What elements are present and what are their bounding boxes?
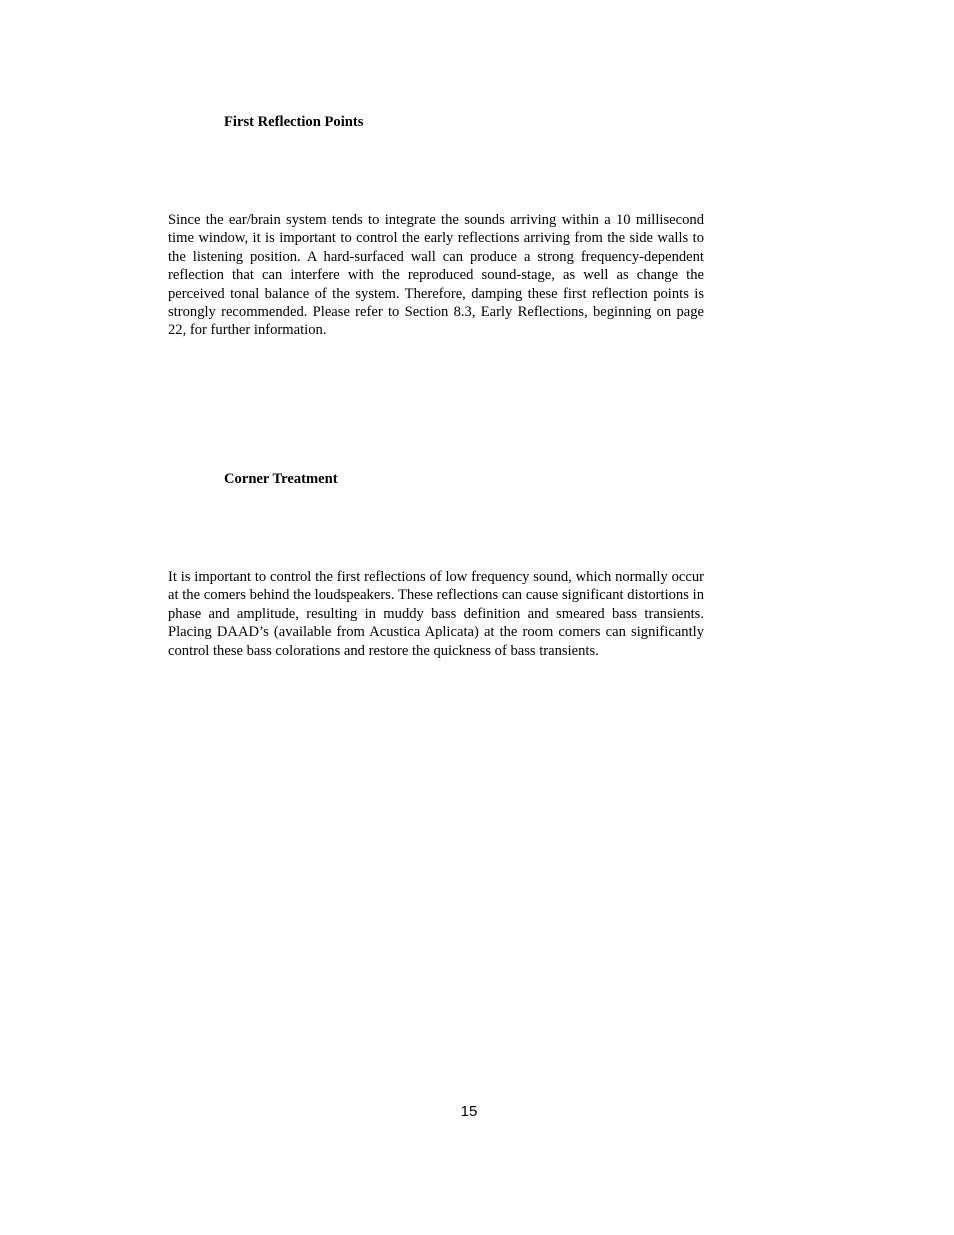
section-heading-first-reflection-points: First Reflection Points [224, 114, 364, 130]
section-heading-corner-treatment: Corner Treatment [224, 471, 338, 487]
page-number: 15 [460, 1103, 478, 1120]
section-body-corner-treatment: It is important to control the first reflections of low frequency sound, which normally occur at the comers behind the loudspeakers. These reflections can cause significant distortions in phase and amplitude, resulting in muddy bass definition and smeared bass transients. Placing DAAD’s (available from Acustica Aplicata) at the room comers can significantly control these bass colorations and restore the quickness of bass transients. [168, 569, 704, 659]
section-body-first-reflection-points: Since the ear/brain system tends to integrate the sounds arriving within a 10 millisecond time window, it is important to control the early reflections arriving from the side walls to the listening position. A hard-surfaced wall can produce a strong frequency-dependent reflection that can interfere with the reproduced sound-stage, as well as change the perceived tonal balance of the system. Therefore, damping these first reflection points is strongly recommended. Please refer to Section 8.3, Early Reflections, beginning on page 22, for further information. [168, 212, 704, 339]
